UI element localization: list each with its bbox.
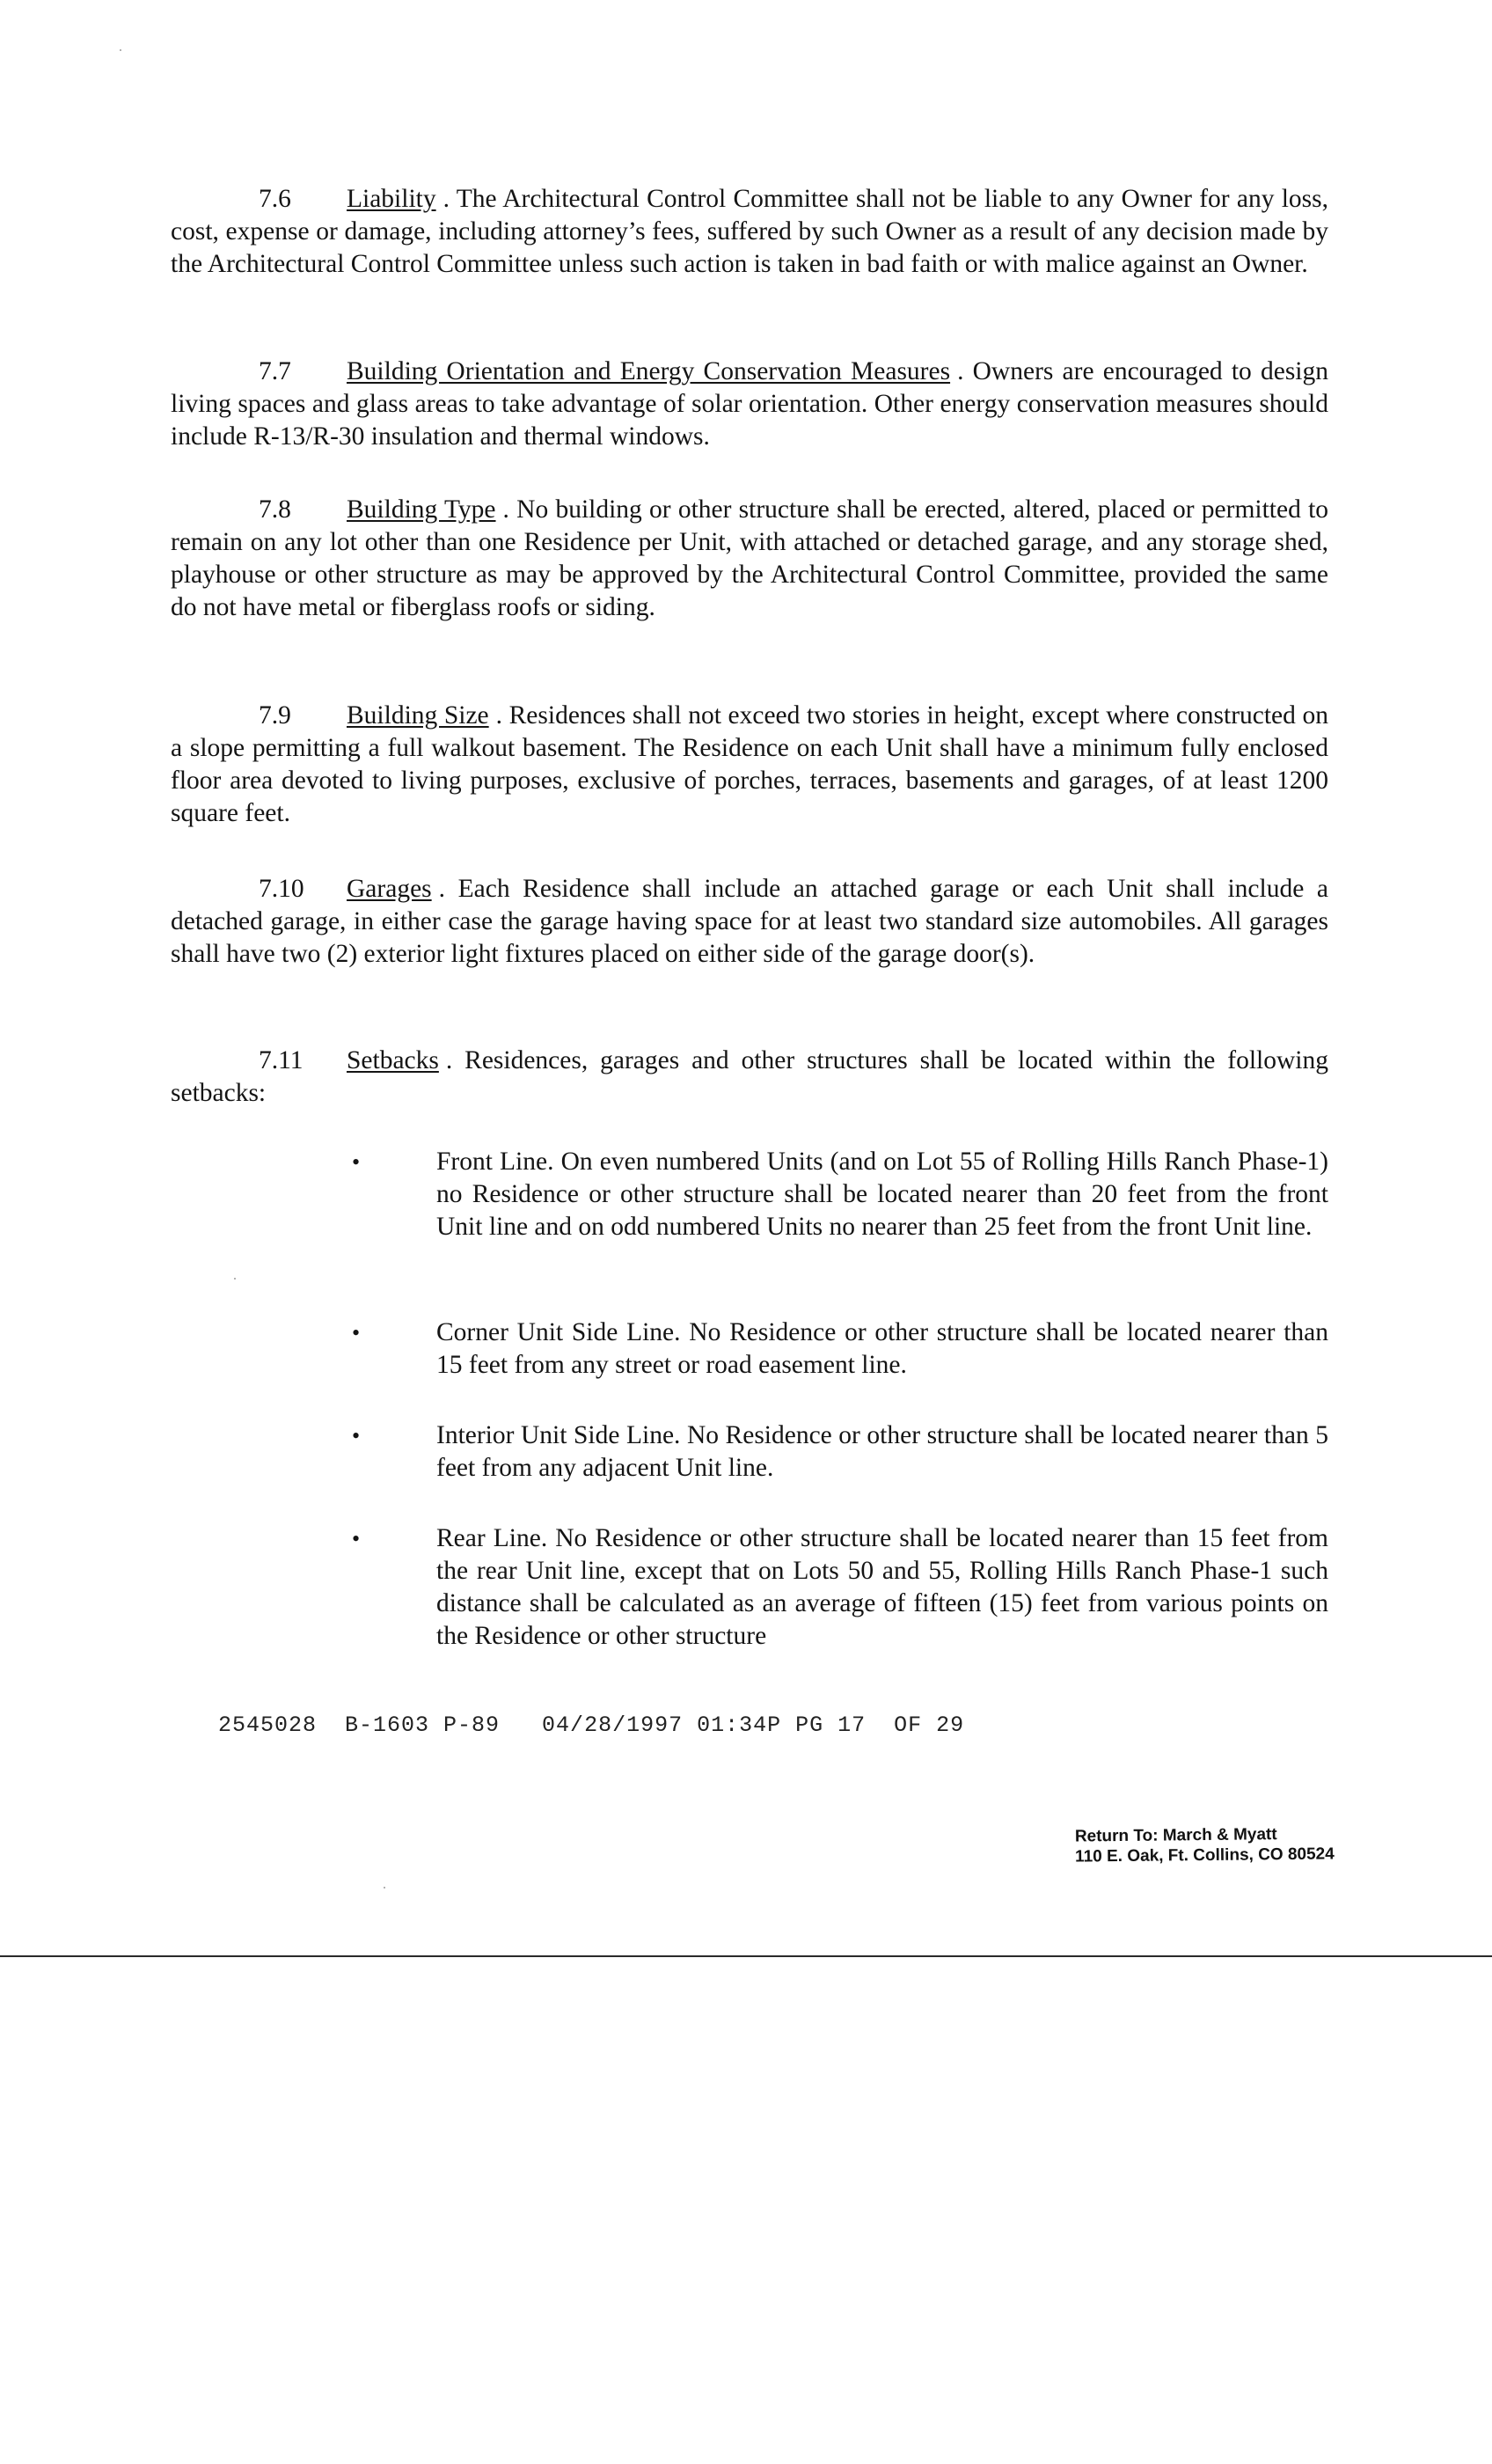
section-heading: Building Orientation and Energy Conservation Measures (347, 357, 951, 385)
section-text: Residences shall not exceed two stories in height, except where constructed on a slope permitting a full walkout basement. The Residence on each Unit shall have a minimum fully enclosed floor area devoted to living purposes, exclusive of porches, terraces, basements and garages, of at least 1200 square feet. (171, 701, 1328, 827)
return-to-stamp (1075, 1823, 1335, 1866)
section-heading: Setbacks (347, 1046, 439, 1074)
setback-text: Front Line. On even numbered Units (and on Lot 55 of Rolling Hills Ranch Phase-1) no Residence or other structure shall be located nearer than 20 feet from the front Unit line and on odd numbered Units no nearer than 25 feet from the front Unit line. (436, 1148, 1328, 1241)
setback-corner-side-line (352, 1316, 1328, 1382)
return-address-line: 110 E. Oak, Ft. Collins, CO 80524 (1075, 1844, 1335, 1866)
setback-text: Interior Unit Side Line. No Residence or other structure shall be located nearer than 5 feet from any adjacent Unit line. (436, 1421, 1328, 1482)
setback-interior-side-line (352, 1419, 1328, 1485)
setback-text: Rear Line. No Residence or other structure shall be located nearer than 15 feet from the rear Unit line, except that on Lots 50 and 55, Rolling Hills Ranch Phase-1 such distance shall be calculated as an average of fifteen (15) feet from various points on the Residence or other structure (436, 1524, 1328, 1650)
section-number: 7.10 (259, 875, 304, 903)
section-7-11: 7.11 Setbacks . Residences, garages and other structures shall be located within the following setbacks: (171, 1046, 1328, 1107)
page-bottom-rule (0, 1955, 1492, 1957)
scan-speck (234, 1278, 236, 1280)
section-heading: Garages (347, 875, 432, 903)
section-text: The Architectural Control Committee shall not be liable to any Owner for any loss, cost, expense or damage, including attorney’s fees, suffered by such Owner as a result of any decision made by the Architectural Control Committee unless such action is taken in bad faith or with malice against an Owner. (171, 185, 1329, 278)
return-to-line: Return To: March & Myatt (1074, 1825, 1277, 1846)
section-number: 7.8 (259, 495, 291, 524)
section-text: Owners are encouraged to design living spaces and glass areas to take advantage of solar orientation. Other energy conservation measures should include R-13/R-30 insulation and thermal windows. (171, 357, 1328, 451)
section-text: Each Residence shall include an attached garage or each Unit shall include a detached garage, in either case the garage having space for at least two standard size automobiles. All garages shall have two (2) exterior light fixtures placed on either side of the garage door(s). (171, 875, 1328, 968)
section-text: Residences, garages and other structures shall be located within the following setbacks: (171, 1046, 1328, 1107)
section-heading: Building Size (347, 701, 489, 730)
bullet-icon: • (352, 1526, 361, 1551)
section-number: 7.7 (259, 357, 291, 385)
setback-front-line (352, 1146, 1328, 1243)
scan-speck (384, 1887, 385, 1888)
scan-speck (120, 49, 121, 51)
section-number: 7.9 (259, 701, 291, 730)
section-7-6: 7.6 Liability . The Architectural Control Committee shall not be liable to any Owner for any loss, cost, expense or damage, including attorney’s fees, suffered by such Owner as a result of any decision made by the Architectural Control Committee unless such action is taken in bad faith or with malice against an Owner. (171, 185, 1329, 278)
recording-stamp-line: 2545028 B-1603 P-89 04/28/1997 01:34P PG 17 OF 29 (218, 1712, 965, 1738)
bullet-icon: • (352, 1149, 361, 1175)
section-number: 7.11 (259, 1046, 304, 1074)
section-heading: Liability (347, 185, 436, 213)
section-text: No building or other structure shall be erected, altered, placed or permitted to remain on any lot other than one Residence per Unit, with attached or detached garage, and any storage shed, playhouse or other structure as may be approved by the Architectural Control Committee, provided the same do not have metal or fiberglass roofs or siding. (171, 495, 1329, 621)
setback-text: Corner Unit Side Line. No Residence or other structure shall be located nearer than 15 feet from any street or road easement line. (436, 1318, 1328, 1379)
bullet-icon: • (352, 1320, 361, 1346)
section-number: 7.6 (259, 185, 291, 213)
bullet-icon: • (352, 1423, 361, 1448)
section-7-7: 7.7 Building Orientation and Energy Conservation Measures . Owners are encouraged to design living spaces and glass areas to take advantage of solar orientation. Other energy conservation measures should include R-13/R-30 insulation and thermal windows. (171, 357, 1328, 451)
section-7-10: 7.10 Garages . Each Residence shall include an attached garage or each Unit shall include a detached garage, in either case the garage having space for at least two standard size automobiles. All garages shall have two (2) exterior light fixtures placed on either side of the garage door(s). (171, 875, 1328, 968)
section-heading: Building Type (347, 495, 496, 524)
setback-rear-line (352, 1522, 1328, 1653)
section-7-9: 7.9 Building Size . Residences shall not exceed two stories in height, except where constructed on a slope permitting a full walkout basement. The Residence on each Unit shall have a minimum fully enclosed floor area devoted to living purposes, exclusive of porches, terraces, basements and garages, of at least 1200 square feet. (171, 701, 1328, 827)
section-7-8: 7.8 Building Type . No building or other structure shall be erected, altered, placed or permitted to remain on any lot other than one Residence per Unit, with attached or detached garage, and any storage shed, playhouse or other structure as may be approved by the Architectural Control Committee, provided the same do not have metal or fiberglass roofs or siding. (171, 495, 1329, 621)
